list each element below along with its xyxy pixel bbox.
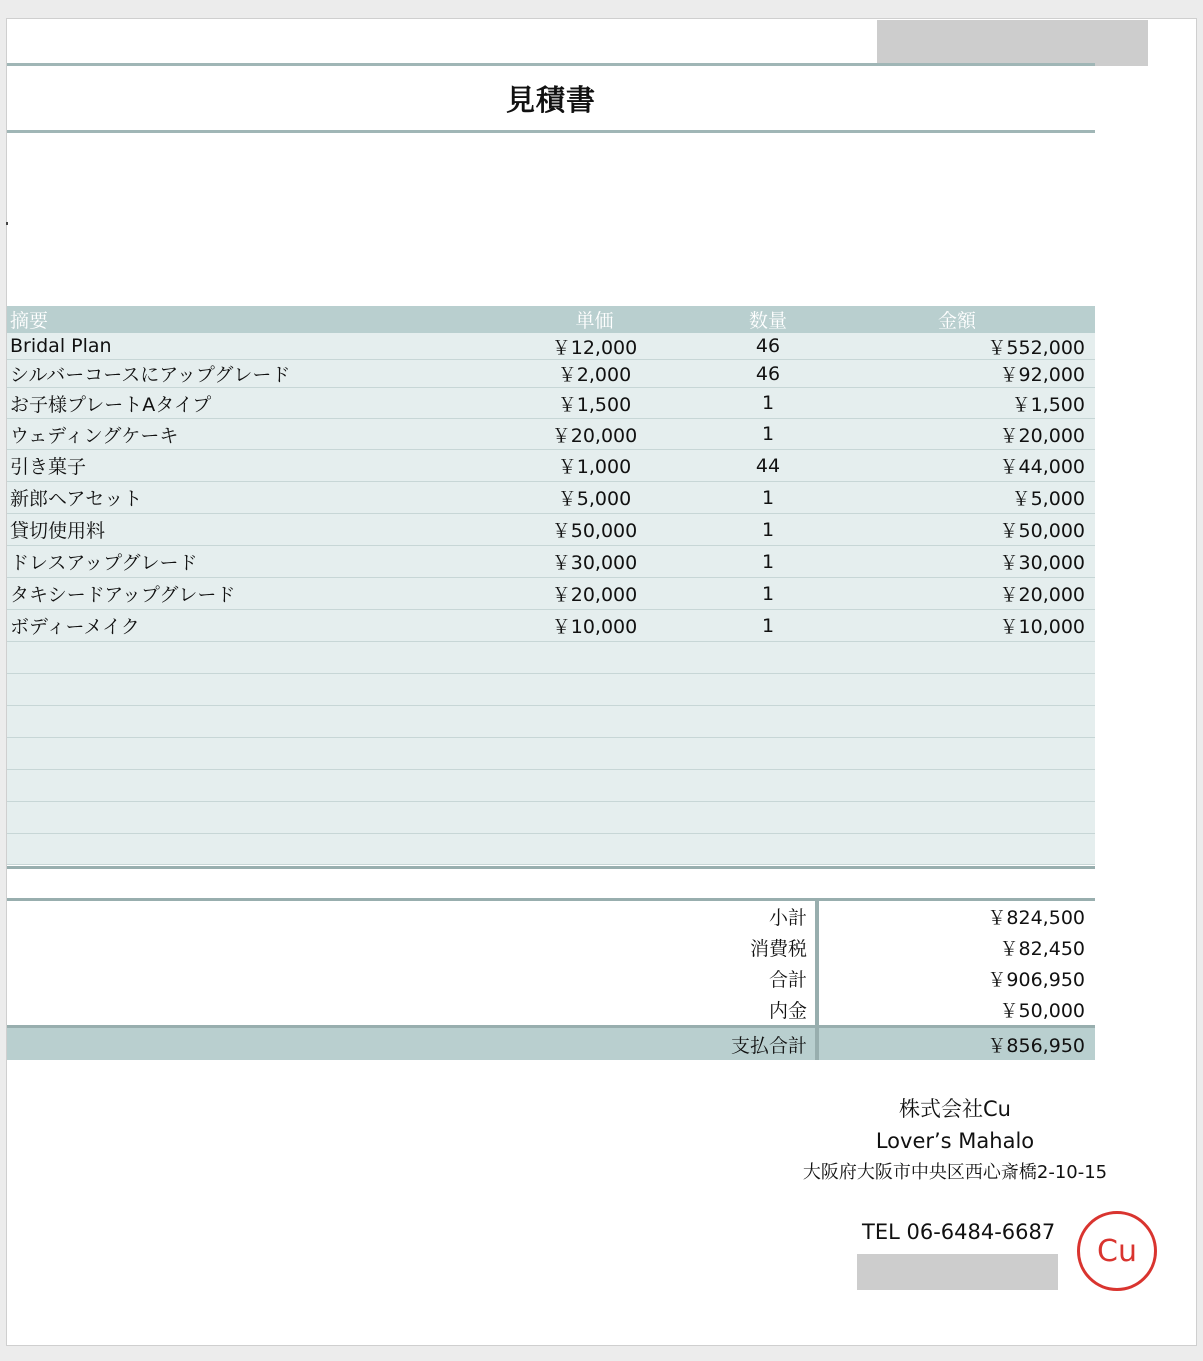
redacted-block-top	[877, 20, 1148, 66]
items-table-bottom-rule	[7, 866, 1095, 869]
company-address: 大阪府大阪市中央区西心斎橋2-10-15	[802, 1162, 1108, 1183]
subtotal-label: 小計	[768, 907, 807, 929]
cell-unit-price: ￥5,000	[557, 488, 632, 510]
cell-quantity: 46	[755, 362, 781, 385]
cell-unit-price: ￥1,500	[557, 393, 632, 416]
cell-quantity: 1	[761, 392, 775, 414]
cell-amount: ￥44,000	[999, 456, 1085, 478]
cell-unit-price: ￥2,000	[557, 364, 632, 386]
cell-description: タキシードアップグレード	[10, 584, 236, 606]
totals-section	[7, 898, 1095, 1060]
cell-description: お子様プレートAタイプ	[10, 393, 212, 416]
cell-description: 貸切使用料	[10, 520, 106, 542]
cell-amount: ￥50,000	[999, 520, 1085, 542]
company-seal-stamp: Cu	[1077, 1211, 1157, 1291]
cell-unit-price: ￥20,000	[551, 584, 638, 606]
issuer-block	[790, 1093, 1120, 1189]
cell-description: シルバーコースにアップグレード	[10, 364, 291, 386]
empty-table-row	[7, 802, 1095, 834]
cell-description: ボディーメイク	[10, 616, 140, 638]
cell-amount: ￥1,500	[1011, 393, 1085, 416]
cell-amount: ￥92,000	[999, 364, 1085, 386]
margin-mark	[6, 222, 8, 225]
shop-name: Lover’s Mahalo	[875, 1129, 1035, 1153]
cell-description: ウェディングケーキ	[10, 424, 179, 447]
document-title: 見積書	[505, 83, 596, 117]
cell-unit-price: ￥12,000	[551, 336, 638, 359]
cell-unit-price: ￥1,000	[557, 456, 632, 478]
cell-amount: ￥20,000	[999, 584, 1085, 606]
cell-quantity: 1	[761, 582, 775, 605]
cell-unit-price: ￥20,000	[551, 424, 638, 447]
tax-row	[7, 932, 1095, 963]
cell-description: 引き菓子	[10, 456, 87, 478]
table-row	[7, 578, 1095, 610]
total-label: 合計	[768, 969, 807, 991]
payment-total-label: 支払合計	[730, 1034, 807, 1057]
header-quantity: 数量	[748, 310, 787, 332]
cell-quantity: 1	[761, 423, 775, 445]
table-row	[7, 610, 1095, 642]
tax-label: 消費税	[749, 938, 807, 960]
table-row	[7, 388, 1095, 419]
total-row	[7, 963, 1095, 994]
subtotal-row	[7, 901, 1095, 932]
total-value: ￥906,950	[987, 969, 1085, 991]
items-table	[7, 306, 1095, 865]
empty-table-row	[7, 674, 1095, 706]
cell-amount: ￥30,000	[999, 552, 1085, 574]
table-row	[7, 450, 1095, 482]
payment-total-row	[7, 1028, 1095, 1060]
table-row	[7, 482, 1095, 514]
empty-table-row	[7, 834, 1095, 865]
table-row	[7, 333, 1095, 360]
cell-quantity: 1	[761, 518, 775, 541]
cell-description: 新郎ヘアセット	[10, 488, 143, 510]
header-description: 摘要	[10, 310, 49, 332]
top-rule	[7, 63, 1095, 66]
totals-divider	[815, 898, 819, 1060]
table-row	[7, 360, 1095, 388]
table-row	[7, 419, 1095, 450]
items-table-body	[7, 333, 1095, 865]
deposit-value: ￥50,000	[999, 1000, 1085, 1022]
cell-amount: ￥552,000	[987, 336, 1085, 359]
cell-unit-price: ￥10,000	[551, 616, 638, 638]
header-amount: 金額	[937, 310, 976, 332]
subtotal-value: ￥824,500	[987, 907, 1085, 929]
title-rule	[7, 130, 1095, 133]
deposit-row	[7, 994, 1095, 1025]
deposit-label: 内金	[768, 1000, 807, 1022]
items-table-header	[7, 306, 1095, 333]
payment-total-value: ￥856,950	[987, 1034, 1085, 1057]
company-tel: TEL 06-6484-6687	[862, 1220, 1056, 1244]
tax-value: ￥82,450	[999, 938, 1085, 960]
empty-table-row	[7, 770, 1095, 802]
cell-amount: ￥5,000	[1011, 488, 1085, 510]
cell-amount: ￥20,000	[999, 424, 1085, 447]
cell-quantity: 1	[761, 486, 775, 509]
company-name: 株式会社Cu	[899, 1097, 1011, 1121]
empty-table-row	[7, 738, 1095, 770]
cell-quantity: 44	[755, 454, 781, 477]
empty-table-row	[7, 642, 1095, 674]
table-row	[7, 514, 1095, 546]
cell-quantity: 46	[755, 335, 781, 357]
cell-unit-price: ￥30,000	[551, 552, 638, 574]
cell-description: Bridal Plan	[10, 335, 112, 357]
header-unit-price: 単価	[575, 310, 614, 332]
cell-description: ドレスアップグレード	[10, 552, 198, 574]
cell-unit-price: ￥50,000	[551, 520, 638, 542]
redacted-block-bottom	[857, 1254, 1058, 1290]
table-row	[7, 546, 1095, 578]
cell-amount: ￥10,000	[999, 616, 1085, 638]
empty-table-row	[7, 706, 1095, 738]
cell-quantity: 1	[761, 614, 775, 637]
cell-quantity: 1	[761, 550, 775, 573]
